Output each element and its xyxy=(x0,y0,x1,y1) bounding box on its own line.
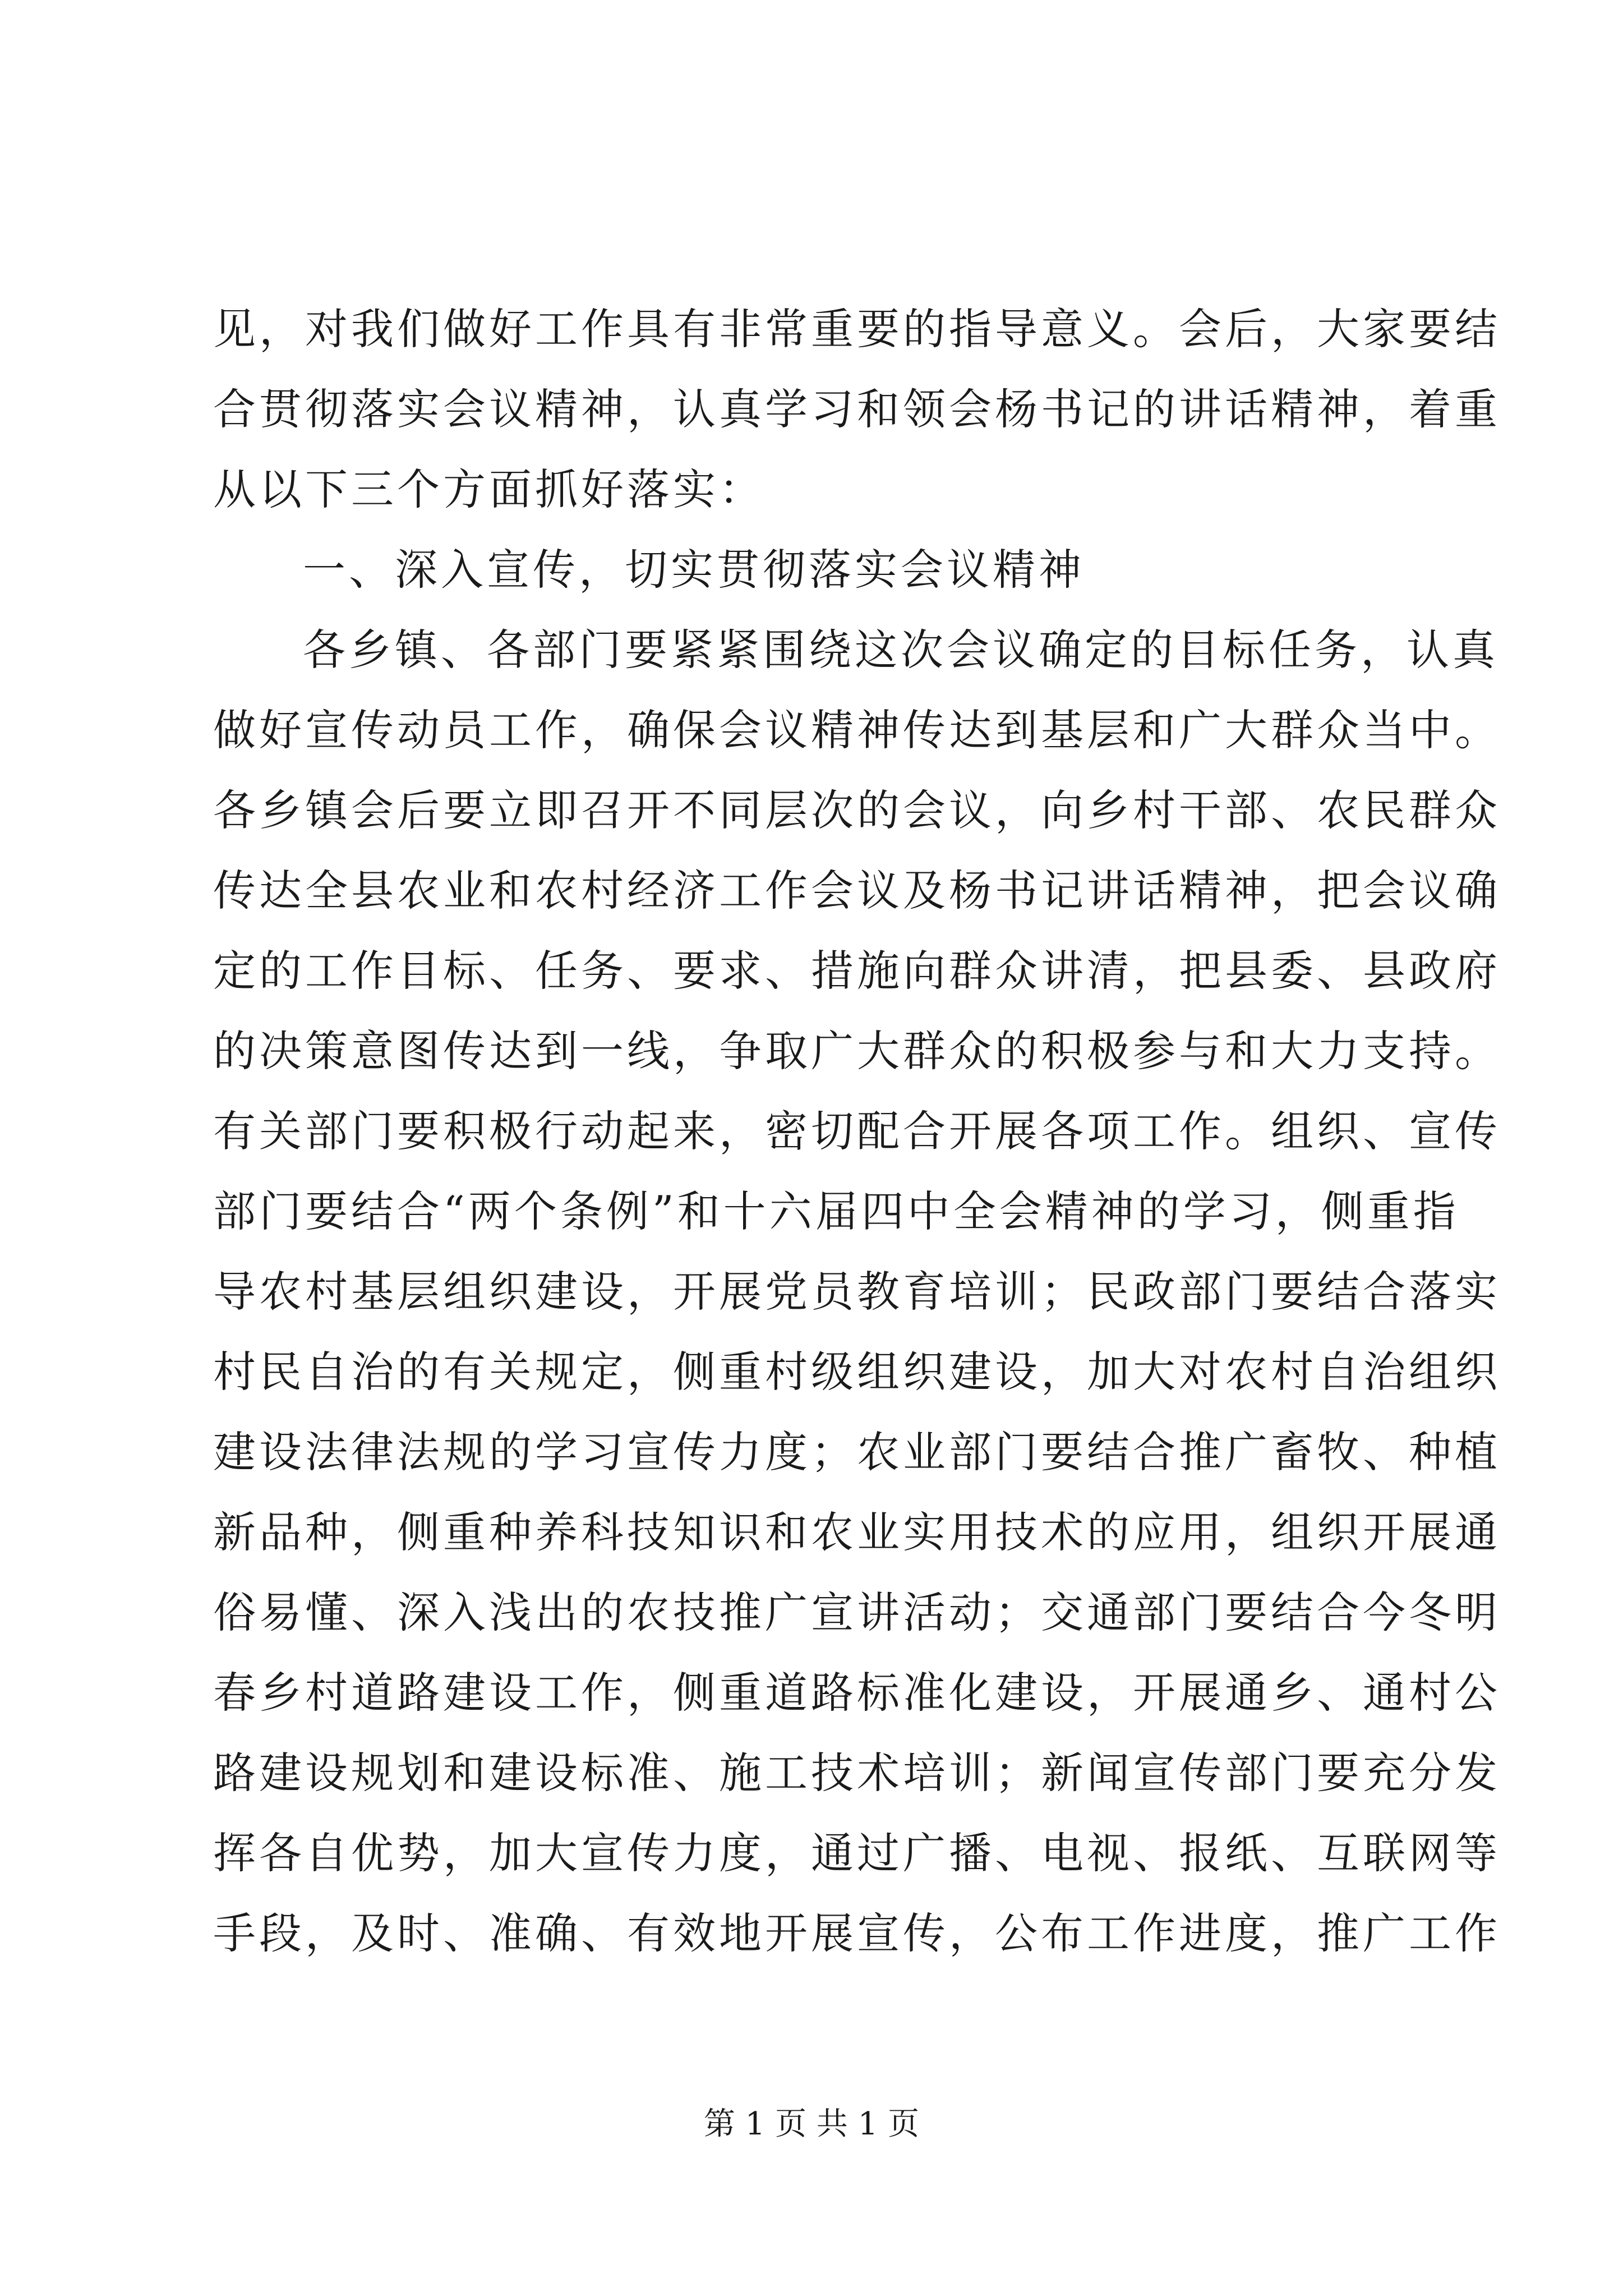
text-line: 挥各自优势，加大宣传力度，通过广播、电视、报纸、互联网等 xyxy=(213,1828,1501,1878)
section-heading: 一、深入宣传，切实贯彻落实会议精神 xyxy=(303,545,1085,595)
text-line: 导农村基层组织建设，开展党员教育培训；民政部门要结合落实 xyxy=(213,1267,1501,1317)
text-line: 部门要结合“两个条例”和十六届四中全会精神的学习，侧重指 xyxy=(213,1186,1459,1236)
text-line: 合贯彻落实会议精神，认真学习和领会杨书记的讲话精神，着重 xyxy=(213,384,1501,434)
document-body xyxy=(213,289,1501,1973)
text-line: 定的工作目标、任务、要求、措施向群众讲清，把县委、县政府 xyxy=(213,946,1501,996)
text-line: 传达全县农业和农村经济工作会议及杨书记讲话精神，把会议确 xyxy=(213,866,1501,915)
page-number-footer: 第 1 页 共 1 页 xyxy=(703,2106,920,2142)
text-line: 春乡村道路建设工作，侧重道路标准化建设，开展通乡、通村公 xyxy=(213,1668,1501,1718)
text-line: 俗易懂、深入浅出的农技推广宣讲活动；交通部门要结合今冬明 xyxy=(213,1588,1501,1637)
text-line: 的决策意图传达到一线，争取广大群众的积极参与和大力支持。 xyxy=(213,1026,1501,1076)
text-line: 做好宣传动员工作，确保会议精神传达到基层和广大群众当中。 xyxy=(213,705,1501,755)
text-line: 建设法律法规的学习宣传力度；农业部门要结合推广畜牧、种植 xyxy=(213,1427,1501,1477)
text-line: 从以下三个方面抓好落实： xyxy=(213,464,765,514)
text-line: 手段，及时、准确、有效地开展宣传，公布工作进度，推广工作 xyxy=(213,1908,1501,1958)
text-line: 村民自治的有关规定，侧重村级组织建设，加大对农村自治组织 xyxy=(213,1347,1501,1397)
text-line: 路建设规划和建设标准、施工技术培训；新闻宣传部门要充分发 xyxy=(213,1748,1501,1798)
text-line: 新品种，侧重种养科技知识和农业实用技术的应用，组织开展通 xyxy=(213,1507,1501,1557)
paragraph-first-line: 各乡镇、各部门要紧紧围绕这次会议确定的目标任务，认真 xyxy=(303,625,1498,675)
text-line: 见，对我们做好工作具有非常重要的指导意义。会后，大家要结 xyxy=(213,304,1501,354)
text-line: 各乡镇会后要立即召开不同层次的会议，向乡村干部、农民群众 xyxy=(213,785,1501,835)
text-line: 有关部门要积极行动起来，密切配合开展各项工作。组织、宣传 xyxy=(213,1106,1501,1156)
